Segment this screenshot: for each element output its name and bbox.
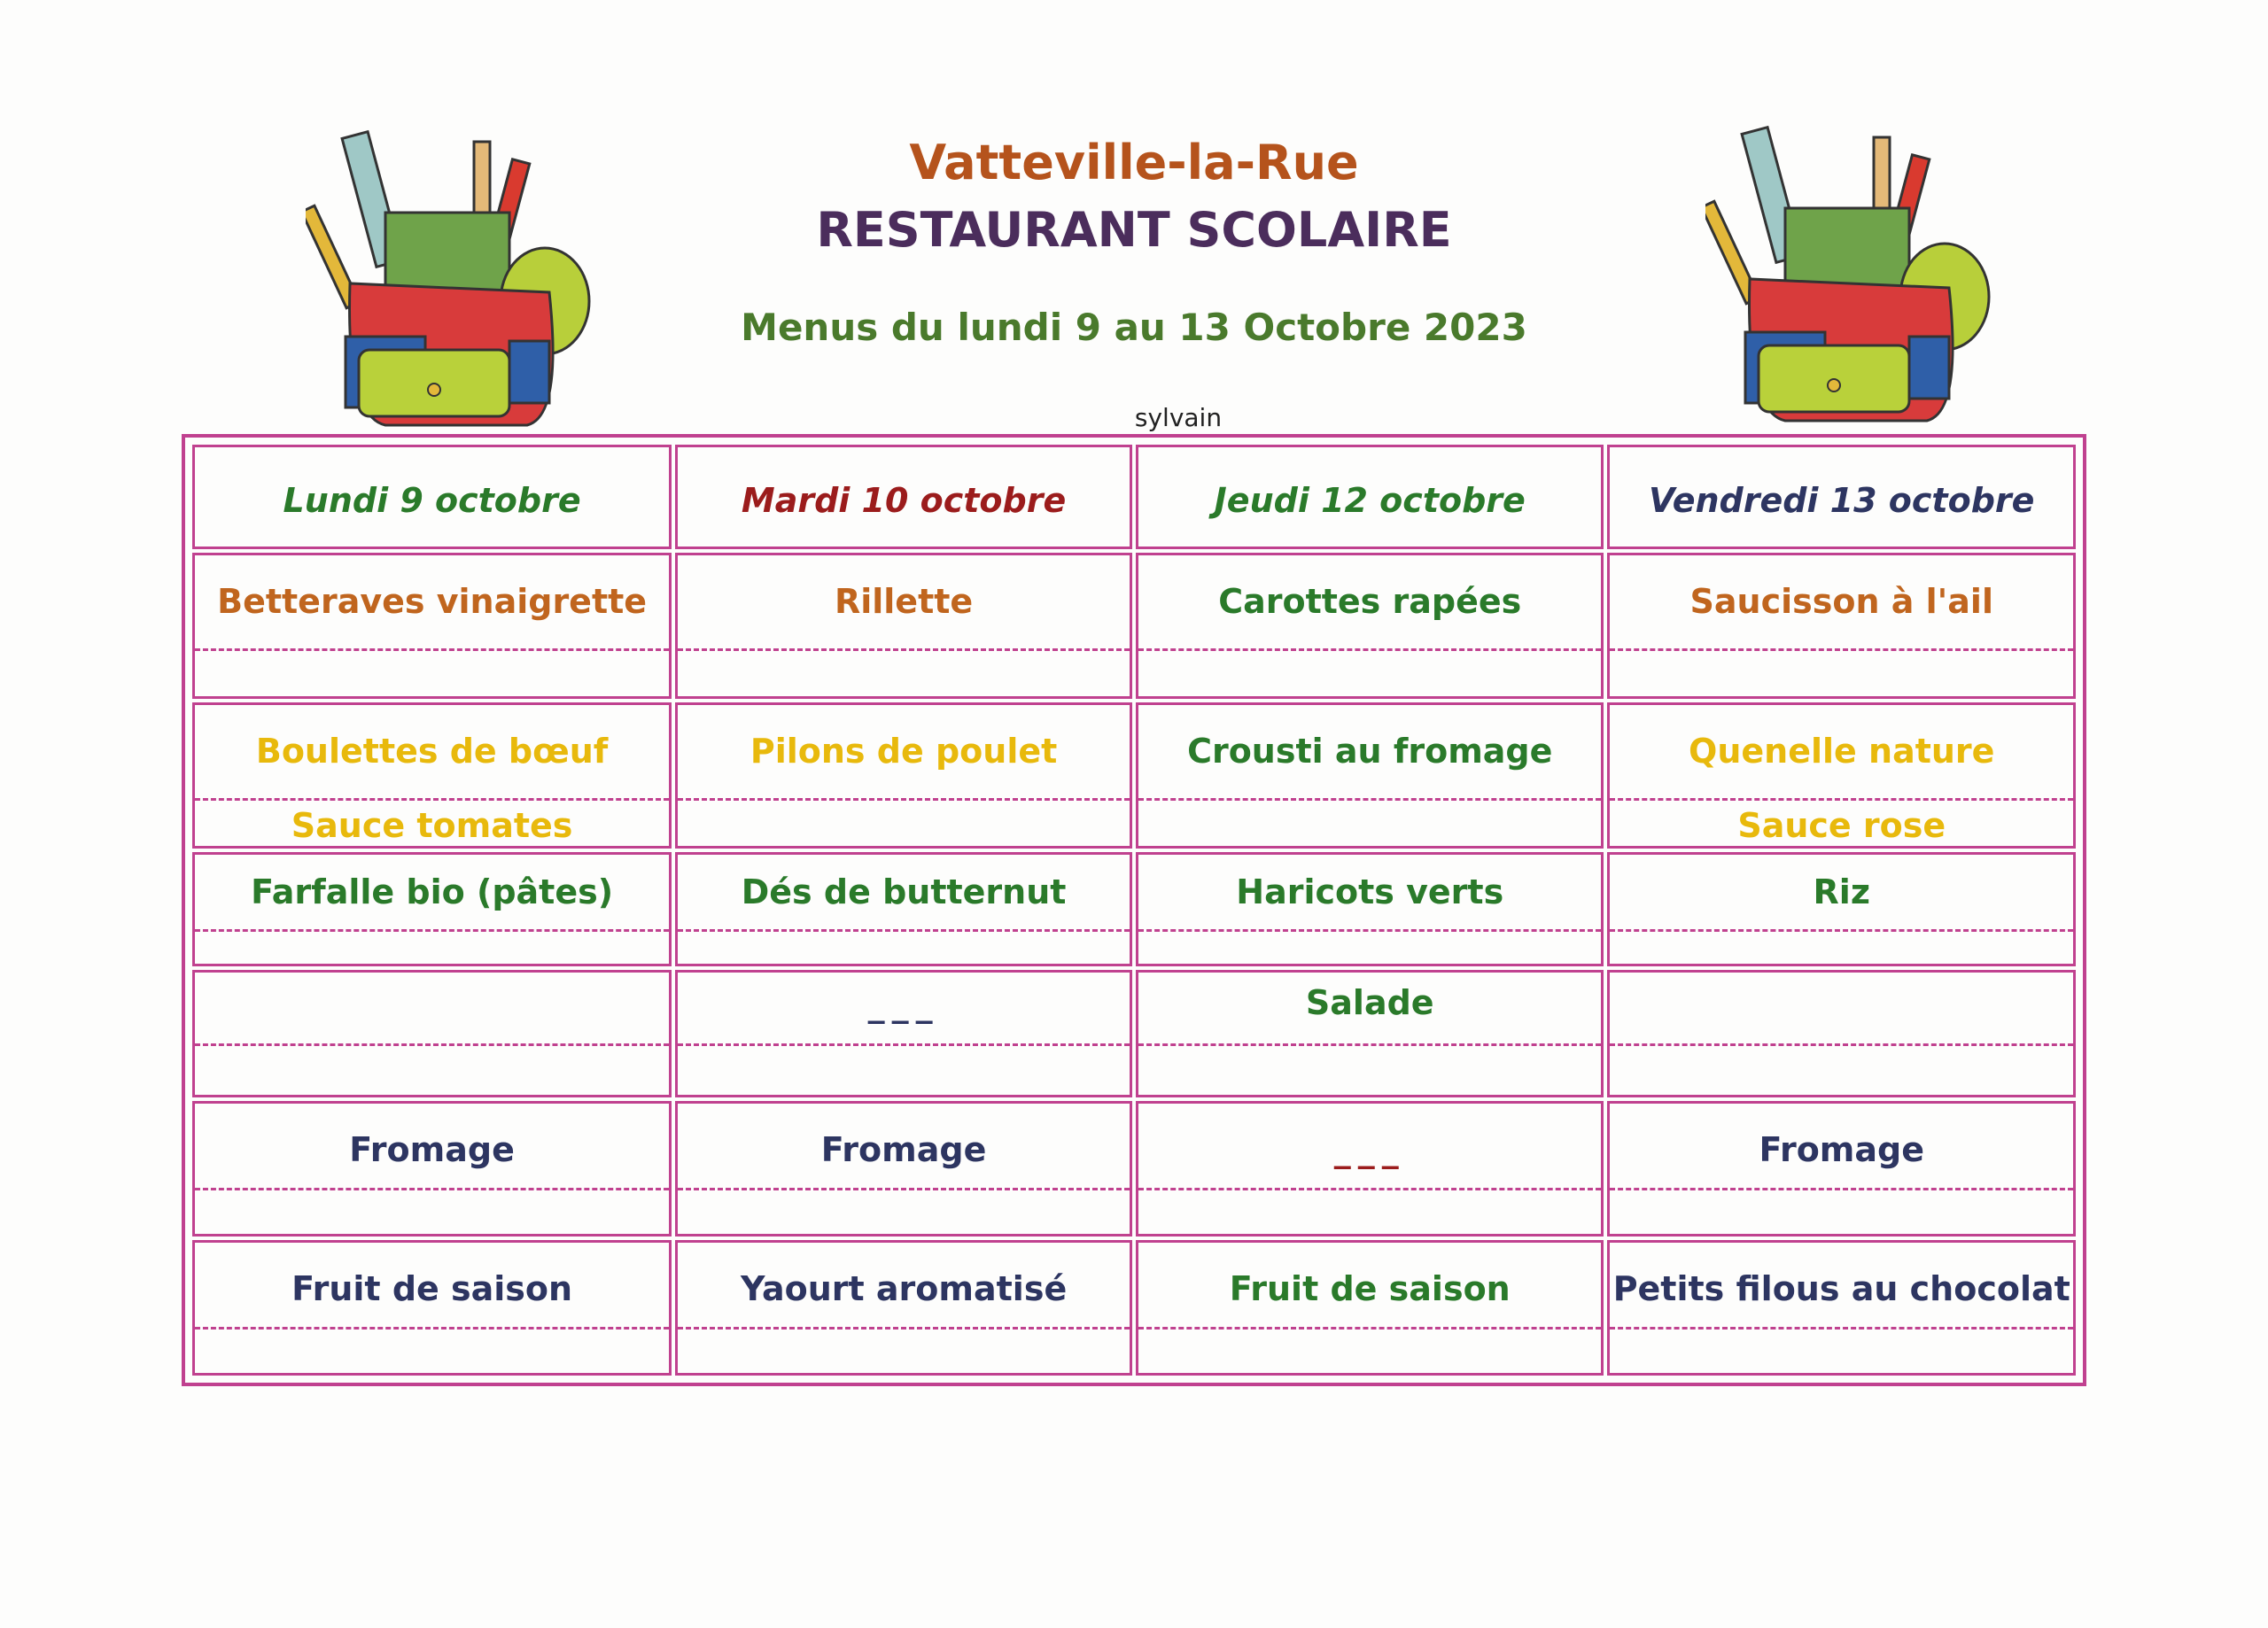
dashed-line: [1138, 929, 1602, 932]
menu-cell: [1136, 1240, 1604, 1376]
day-header-cell: [1607, 445, 2076, 549]
dish-cheese: Fromage: [349, 1130, 515, 1170]
dashed-line: [195, 1188, 669, 1190]
dashed-line: [1138, 1327, 1602, 1330]
dish-starter: Rillette: [834, 582, 974, 622]
menu-cell: [675, 553, 1132, 699]
menu-cell: [675, 1240, 1132, 1376]
dish-cheese: Fromage: [1759, 1130, 1925, 1170]
dish-main: Quenelle nature: [1689, 732, 1995, 771]
dashed-line: [1138, 648, 1602, 651]
dish-main: Pilons de poulet: [750, 732, 1058, 771]
dish-main: Crousti au fromage: [1187, 732, 1553, 771]
table-row-side: [192, 852, 2076, 965]
day-name: Lundi 9 octobre: [283, 481, 581, 520]
day-name: Vendredi 13 octobre: [1649, 481, 2035, 520]
day-header-cell: [675, 445, 1132, 549]
dashed-line: [1610, 648, 2073, 651]
table-row-extra: [192, 970, 2076, 1098]
dish-extra: Salade: [1305, 982, 1434, 1022]
dish-dessert: Fruit de saison: [291, 1269, 573, 1309]
dish-dessert: Petits filous au chocolat: [1612, 1269, 2070, 1309]
dish-starter: Betteraves vinaigrette: [217, 582, 648, 622]
dashed-line: [195, 798, 669, 801]
menu-cell: [1136, 553, 1604, 699]
menu-cell: [192, 553, 672, 699]
backpack-drawing: [1705, 128, 1989, 421]
dashed-line: [678, 1043, 1130, 1046]
dashed-line: [1610, 1188, 2073, 1190]
menu-cell: [1607, 553, 2076, 699]
menu-cell: [192, 970, 672, 1098]
menu-cell: [1136, 970, 1604, 1098]
dish-sauce: Sauce tomates: [291, 806, 573, 846]
menu-cell: [675, 970, 1132, 1098]
dashed-line: [678, 798, 1130, 801]
town-name: Vatteville-la-Rue: [909, 135, 1359, 190]
dashed-line: [1610, 929, 2073, 932]
backpack-icon: [306, 124, 607, 434]
dashed-line: [195, 1327, 669, 1330]
dish-starter: Saucisson à l'ail: [1689, 582, 1993, 622]
menu-cell: [1607, 1240, 2076, 1376]
dish-dessert: Fruit de saison: [1229, 1269, 1511, 1309]
dish-sauce: Sauce rose: [1737, 806, 1946, 846]
dashed-line: [1138, 1188, 1602, 1190]
menu-cell: [192, 702, 672, 849]
table-row-main: [192, 702, 2076, 849]
menu-cell: [1136, 1101, 1604, 1237]
menu-cell: [1607, 1101, 2076, 1237]
day-name: Jeudi 12 octobre: [1214, 481, 1526, 520]
day-header-cell: [192, 445, 672, 549]
dish-dessert: Yaourt aromatisé: [740, 1269, 1068, 1309]
table-row-dessert: [192, 1240, 2076, 1376]
dashed-line: [1610, 798, 2073, 801]
dashed-line: [195, 929, 669, 932]
menu-cell: [192, 1240, 672, 1376]
table-row-cheese: [192, 1101, 2076, 1237]
dashed-line: [1610, 1043, 2073, 1046]
menu-table: [189, 441, 2079, 1379]
menu-cell: [1607, 970, 2076, 1098]
backpack-drawing: [306, 132, 589, 425]
dish-side: Farfalle bio (pâtes): [251, 872, 614, 912]
dashed-line: [1138, 798, 1602, 801]
dish-side: Riz: [1813, 872, 1870, 912]
dashed-line: [678, 929, 1130, 932]
dashed-line: [678, 1188, 1130, 1190]
day-header-cell: [1136, 445, 1604, 549]
menu-cell: [675, 852, 1132, 965]
dashed-line: [678, 648, 1130, 651]
menu-cell: [1136, 852, 1604, 965]
menu-cell: [192, 1101, 672, 1237]
dish-side: Dés de butternut: [741, 872, 1067, 912]
dish-side: Haricots verts: [1236, 872, 1504, 912]
menu-cell: [192, 852, 672, 965]
dish-extra: ___: [867, 984, 940, 1024]
menu-dates: Menus du lundi 9 au 13 Octobre 2023: [741, 306, 1527, 349]
day-name: Mardi 10 octobre: [741, 481, 1067, 520]
author: sylvain: [1134, 403, 1223, 432]
dashed-line: [678, 1327, 1130, 1330]
menu-cell: [675, 1101, 1132, 1237]
menu-table-frame: [182, 434, 2086, 1386]
backpack-icon: [1705, 120, 2007, 430]
dashed-line: [1138, 1043, 1602, 1046]
table-row-days: [192, 445, 2076, 549]
dish-starter: Carottes rapées: [1218, 582, 1522, 622]
dish-cheese: Fromage: [820, 1130, 987, 1170]
dashed-line: [195, 648, 669, 651]
page-title: RESTAURANT SCOLAIRE: [816, 202, 1452, 258]
menu-cell: [675, 702, 1132, 849]
menu-cell: [1607, 852, 2076, 965]
dish-main: Boulettes de bœuf: [255, 732, 609, 771]
dashed-line: [195, 1043, 669, 1046]
dish-extra: [195, 973, 669, 983]
dish-cheese: ___: [1333, 1130, 1406, 1170]
menu-cell: [1136, 702, 1604, 849]
dashed-line: [1610, 1327, 2073, 1330]
dish-extra: [1610, 973, 2073, 983]
menu-cell: [1607, 702, 2076, 849]
table-row-starter: [192, 553, 2076, 699]
